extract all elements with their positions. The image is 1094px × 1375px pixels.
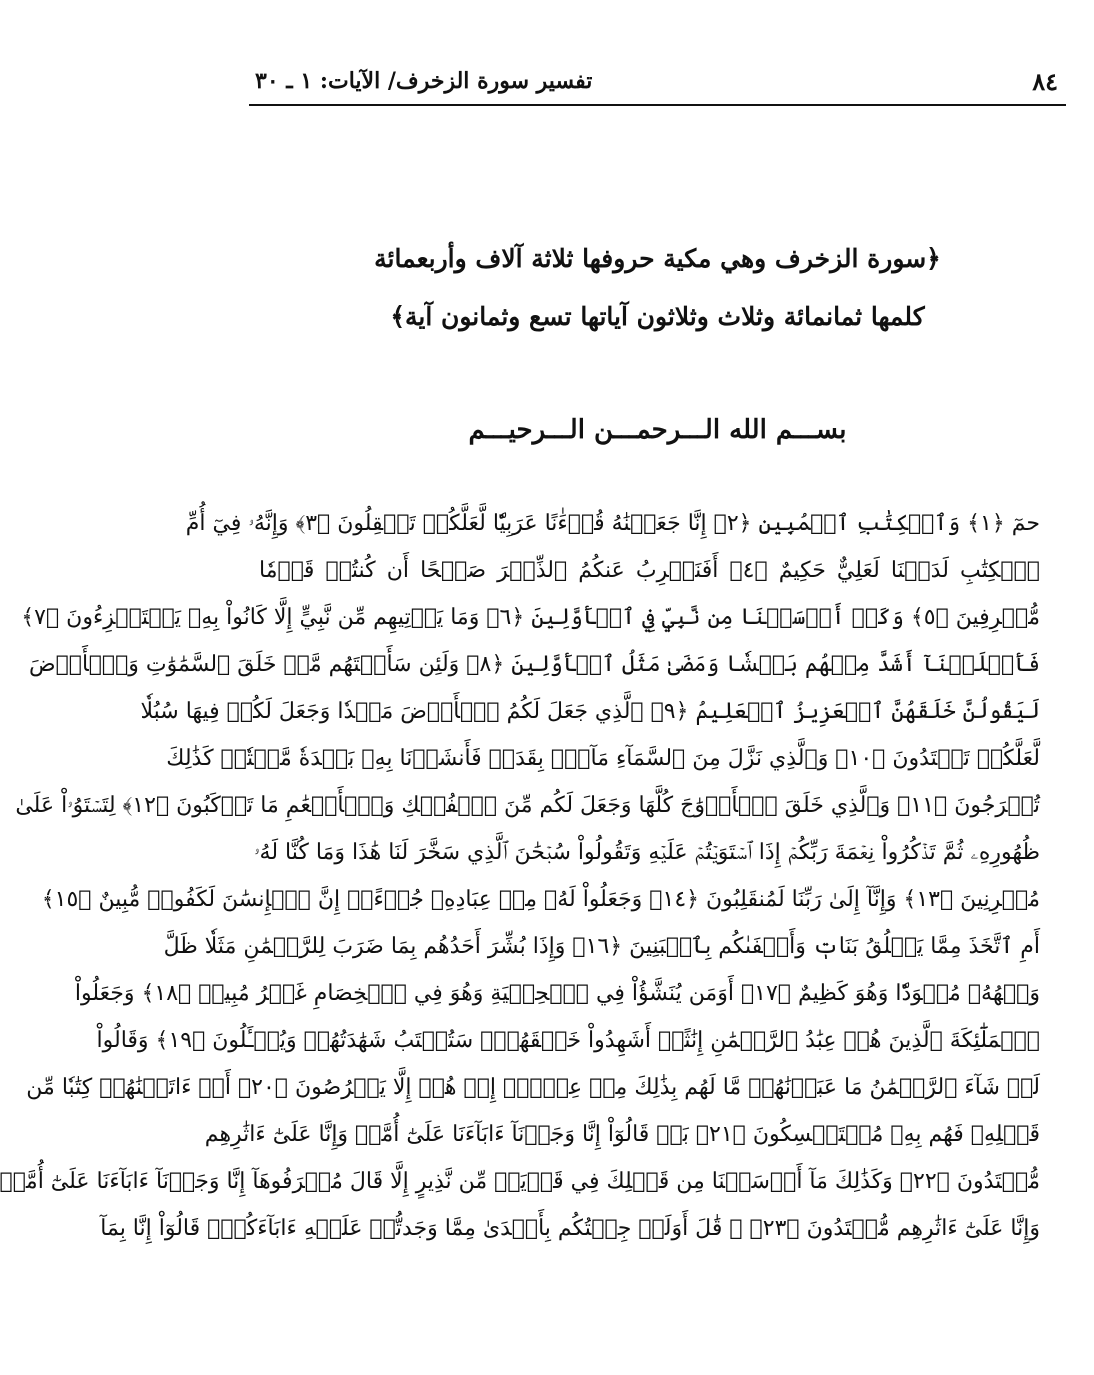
verse-line: مُقۡرِنِينَ ﴿١٣﴾ وَإِنَّآ إِلَىٰ رَبِّنَا لَمُنقَلِبُونَ ﴿١٤﴾ وَجَعَلُواْ لَهُۥ مِنۡ عِبَادِهِۦ جُزۡءًاۚ إِنَّ ٱلۡإِنسَٰنَ لَكَفُورٞ مُّبِينٌ ﴿١٥﴾ — [41, 887, 1040, 912]
running-title: تفسير سورة الزخرف/ الآيات: ١ ـ ٣٠ — [255, 68, 593, 94]
verse-line: لَيَقُولُنَّ خَلَقَهُنَّ ٱلۡعَزِيزُ ٱلۡعَلِيمُ ﴿٩﴾ ٱلَّذِي جَعَلَ لَكُمُ ٱلۡأَرۡضَ مَهۡدٗا وَجَعَلَ لَكُمۡ فِيهَا سُبُلٗا — [140, 699, 1040, 724]
surah-intro-line-1: ﴿سورة الزخرف وهي مكية حروفها ثلاثة آلاف وأربعمائة — [374, 244, 941, 273]
verse-line: لَوۡ شَآءَ ٱلرَّحۡمَٰنُ مَا عَبَدۡنَٰهُمۗ مَّا لَهُم بِذَٰلِكَ مِنۡ عِلۡمٍۖ إِنۡ هُمۡ إِلَّا يَخۡرُصُونَ ﴿٢٠﴾ أَمۡ ءَاتَيۡنَٰهُمۡ كِتَٰبٗا مِّن — [26, 1075, 1040, 1100]
page-header — [251, 62, 1064, 100]
verse-line: مُّسۡرِفِينَ ﴿٥﴾ وَكَمۡ أَرۡسَلۡنَا مِن نَّبِيّٖ فِي ٱلۡأَوَّلِينَ ﴿٦﴾ وَمَا يَأۡتِيهِم مِّن نَّبِيٍّ إِلَّا كَانُواْ بِهِۦ يَسۡتَهۡزِءُونَ ﴿٧﴾ — [21, 605, 1040, 630]
surah-intro-line-2: كلمها ثمانمائة وثلاث وثلاثون آياتها تسع وثمانون آية﴾ — [390, 302, 925, 331]
verse-line: قَبۡلِهِۦ فَهُم بِهِۦ مُسۡتَمۡسِكُونَ ﴿٢١﴾ بَلۡ قَالُوٓاْ إِنَّا وَجَدۡنَآ ءَابَآءَنَا عَلَىٰٓ أُمَّةٖ وَإِنَّا عَلَىٰٓ ءَاثَٰرِهِم — [204, 1122, 1040, 1147]
verse-line: لَّعَلَّكُمۡ تَهۡتَدُونَ ﴿١٠﴾ وَٱلَّذِي نَزَّلَ مِنَ ٱلسَّمَآءِ مَآءَۢ بِقَدَرٖ فَأَنشَرۡنَا بِهِۦ بَلۡدَةٗ مَّيۡتٗاۚ كَذَٰلِكَ — [166, 746, 1040, 771]
verse-line: مُّهۡتَدُونَ ﴿٢٢﴾ وَكَذَٰلِكَ مَآ أَرۡسَلۡنَا مِن قَبۡلِكَ فِي قَرۡيَةٖ مِّن نَّذِيرٍ إِلَّا قَالَ مُتۡرَفُوهَآ إِنَّا وَجَدۡنَآ ءَابَآءَنَا عَلَىٰٓ أُمَّةٖ — [0, 1169, 1040, 1194]
verse-line: أَمِ ٱتَّخَذَ مِمَّا يَخۡلُقُ بَنَاتٖ وَأَصۡفَىٰكُم بِٱلۡبَنِينَ ﴿١٦﴾ وَإِذَا بُشِّرَ أَحَدُهُم بِمَا ضَرَبَ لِلرَّحۡمَٰنِ مَثَلٗا ظَلَّ — [163, 934, 1040, 959]
verse-line: تُخۡرَجُونَ ﴿١١﴾ وَٱلَّذِي خَلَقَ ٱلۡأَزۡوَٰجَ كُلَّهَا وَجَعَلَ لَكُم مِّنَ ٱلۡفُلۡكِ وَٱلۡأَنۡعَٰمِ مَا تَرۡكَبُونَ ﴿١٢﴾ لِتَسۡتَوُۥاْ عَلَىٰ — [15, 793, 1040, 818]
verse-line: وَجۡهُهُۥ مُسۡوَدّٗا وَهُوَ كَظِيمٌ ﴿١٧﴾ أَوَمَن يُنَشَّؤُاْ فِي ٱلۡحِلۡيَةِ وَهُوَ فِي ٱلۡخِصَامِ غَيۡرُ مُبِينٖ ﴿١٨﴾ وَجَعَلُواْ — [74, 981, 1040, 1006]
verse-line: حمٓ ﴿١﴾ وَٱلۡكِتَٰبِ ٱلۡمُبِينِ ﴿٢﴾ إِنَّا جَعَلۡنَٰهُ قُرۡءَٰنًا عَرَبِيّٗا لَّعَلَّكُمۡ تَعۡقِلُونَ ﴿٣﴾ وَإِنَّهُۥ فِيٓ أُمِّ — [185, 511, 1040, 536]
header-divider — [249, 104, 1066, 106]
page-number: ٨٤ — [1032, 66, 1058, 96]
surah-intro — [371, 230, 944, 346]
basmala-heading: بســـم الله الـــرحمـــن الـــرحيـــم — [468, 415, 847, 445]
verse-line: ٱلۡمَلَٰٓئِكَةَ ٱلَّذِينَ هُمۡ عِبَٰدُ ٱلرَّحۡمَٰنِ إِنَٰثًاۚ أَشَهِدُواْ خَلۡقَهُمۡۚ سَتُكۡتَبُ شَهَٰدَتُهُمۡ وَيُسۡـَٔلُونَ ﴿١٩﴾ وَقَالُواْ — [96, 1028, 1040, 1053]
verse-line: فَأَهۡلَكۡنَآ أَشَدَّ مِنۡهُم بَطۡشٗا وَمَضَىٰ مَثَلُ ٱلۡأَوَّلِينَ ﴿٨﴾ وَلَئِن سَأَلۡتَهُم مَّنۡ خَلَقَ ٱلسَّمَٰوَٰتِ وَٱلۡأَرۡضَ — [28, 652, 1040, 677]
quran-verses-block — [0, 500, 1040, 1252]
verse-line: وَإِنَّا عَلَىٰٓ ءَاثَٰرِهِم مُّقۡتَدُونَ ﴿٢٣﴾ ۞ قَٰلَ أَوَلَوۡ جِئۡتُكُم بِأَهۡدَىٰ مِمَّا وَجَدتُّمۡ عَلَيۡهِ ءَابَآءَكُمۡۖ قَالُوٓاْ إِنَّا بِمَآ — [100, 1216, 1040, 1241]
verse-line: ٱلۡكِتَٰبِ لَدَيۡنَا لَعَلِيٌّ حَكِيمٌ ﴿٤﴾ أَفَنَضۡرِبُ عَنكُمُ ٱلذِّكۡرَ صَفۡحًا أَن كُنتُمۡ قَوۡمٗا — [259, 558, 1040, 583]
verse-line: ظُهُورِهِۦ ثُمَّ تَذۡكُرُواْ نِعۡمَةَ رَبِّكُمۡ إِذَا ٱسۡتَوَيۡتُمۡ عَلَيۡهِ وَتَقُولُواْ سُبۡحَٰنَ ٱلَّذِي سَخَّرَ لَنَا هَٰذَا وَمَا كُنَّا لَهُۥ — [254, 840, 1040, 865]
